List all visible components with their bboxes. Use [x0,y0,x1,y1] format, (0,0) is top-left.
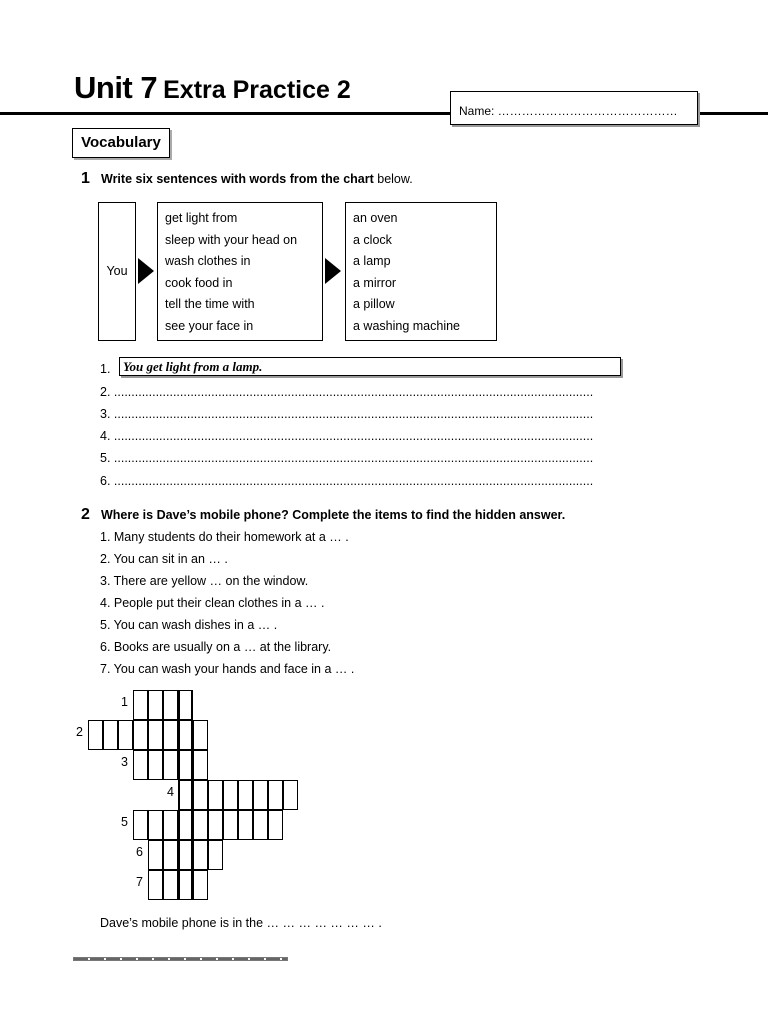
clue-item: 2. You can sit in an … . [100,552,228,566]
question-1-instruction [101,172,413,186]
crossword-cell[interactable] [133,720,148,750]
example-answer: You get light from a lamp. [119,357,621,376]
crossword-cell[interactable] [163,810,178,840]
row-label: 3 [121,755,128,769]
crossword-cell[interactable] [268,810,283,840]
right-arrow-icon [138,258,154,284]
crossword-cell[interactable] [178,870,193,900]
answer-line-5[interactable]: 5. .......................................................................................................................................... [100,451,594,465]
crossword-cell[interactable] [178,750,193,780]
crossword-cell[interactable] [268,780,283,810]
crossword-cell[interactable] [118,720,133,750]
crossword-cell[interactable] [193,780,208,810]
row-label: 5 [121,815,128,829]
crossword-cell[interactable] [148,840,163,870]
row-label: 7 [136,875,143,889]
crossword-cell[interactable] [133,690,148,720]
line-number: 3. [100,407,111,421]
crossword-cell[interactable] [178,840,193,870]
crossword-cell[interactable] [193,810,208,840]
crossword-cell[interactable] [208,780,223,810]
crossword-cell[interactable] [193,840,208,870]
line-number: 1. [100,362,111,376]
crossword-cell[interactable] [88,720,103,750]
chart-verbs-box [157,202,323,341]
verb-item: wash clothes in [165,254,251,268]
crossword-cell[interactable] [253,810,268,840]
crossword-cell[interactable] [193,870,208,900]
crossword-cell[interactable] [253,780,268,810]
crossword-cell[interactable] [178,720,193,750]
chart-objects-box [345,202,497,341]
section-label: Vocabulary [72,128,170,158]
crossword-cell[interactable] [238,810,253,840]
crossword-cell[interactable] [193,720,208,750]
crossword-cell[interactable] [223,810,238,840]
object-item: a clock [353,232,392,247]
row-label: 4 [167,785,174,799]
crossword-cell[interactable] [148,690,163,720]
object-item: a mirror [353,275,397,290]
question-2-number: 2 [81,506,90,523]
crossword-cell[interactable] [223,780,238,810]
clue-item: 3. There are yellow … on the window. [100,574,309,588]
object-item: a lamp [353,254,391,268]
crossword-cell[interactable] [193,750,208,780]
question-2-instruction: Where is Dave’s mobile phone? Complete the items to find the hidden answer. [101,508,566,522]
crossword-cell[interactable] [208,810,223,840]
right-arrow-icon [325,258,341,284]
question-1-number: 1 [81,170,90,187]
crossword-cell[interactable] [148,720,163,750]
clue-item: 7. You can wash your hands and face in a … . [100,662,355,676]
crossword-cell[interactable] [178,690,193,720]
crossword-cell[interactable] [148,810,163,840]
crossword-cell[interactable] [283,780,298,810]
line-number: 2. [100,385,111,399]
row-label: 2 [76,725,83,739]
crossword-cell[interactable] [163,750,178,780]
header-rule-right [698,112,768,115]
crossword-cell[interactable] [148,750,163,780]
crossword-cell[interactable] [163,870,178,900]
crossword-cell[interactable] [163,720,178,750]
answer-line-2[interactable]: 2. .......................................................................................................................................... [100,385,594,399]
unit-title: Extra Practice 2 [163,76,351,104]
answer-line-3[interactable]: 3. .......................................................................................................................................... [100,407,594,421]
crossword-cell[interactable] [148,870,163,900]
line-number: 5. [100,451,111,465]
crossword-cell[interactable] [208,840,223,870]
answer-line-6[interactable]: 6. .......................................................................................................................................... [100,474,594,488]
verb-item: see your face in [165,318,254,333]
clue-item: 1. Many students do their homework at a … . [100,530,349,544]
header-rule-left [0,112,452,115]
unit-number: Unit 7 [74,70,158,105]
line-number: 6. [100,474,111,488]
verb-item: tell the time with [165,297,255,311]
row-label: 6 [136,845,143,859]
clue-item: 5. You can wash dishes in a … . [100,618,278,632]
hidden-answer-sentence: Dave’s mobile phone is in the … … … … … … … . [100,916,382,930]
crossword-cell[interactable] [178,780,193,810]
crossword-cell[interactable] [238,780,253,810]
object-item: a pillow [353,297,395,311]
question-1-instruction-bold: Write six sentences with words from the chart [101,172,374,186]
crossword-cell[interactable] [163,690,178,720]
chart-subject-box: You [98,202,136,341]
object-item: a washing machine [353,318,461,333]
clue-item: 4. People put their clean clothes in a … . [100,596,325,610]
crossword-cell[interactable] [163,840,178,870]
clue-item: 6. Books are usually on a … at the library. [100,640,332,654]
name-field[interactable]: Name: ……………………………………… [450,91,698,125]
line-number: 4. [100,429,111,443]
question-1-instruction-rest: below. [373,172,413,186]
verb-item: cook food in [165,275,233,290]
crossword-cell[interactable] [178,810,193,840]
row-label: 1 [121,695,128,709]
verb-item: sleep with your head on [165,232,298,247]
crossword-cell[interactable] [133,750,148,780]
object-item: an oven [353,211,398,225]
footer-strip [73,957,288,961]
crossword-cell[interactable] [103,720,118,750]
page-title [74,70,351,106]
answer-line-4[interactable]: 4. .......................................................................................................................................... [100,429,594,443]
crossword-cell[interactable] [133,810,148,840]
verb-item: get light from [165,211,238,225]
